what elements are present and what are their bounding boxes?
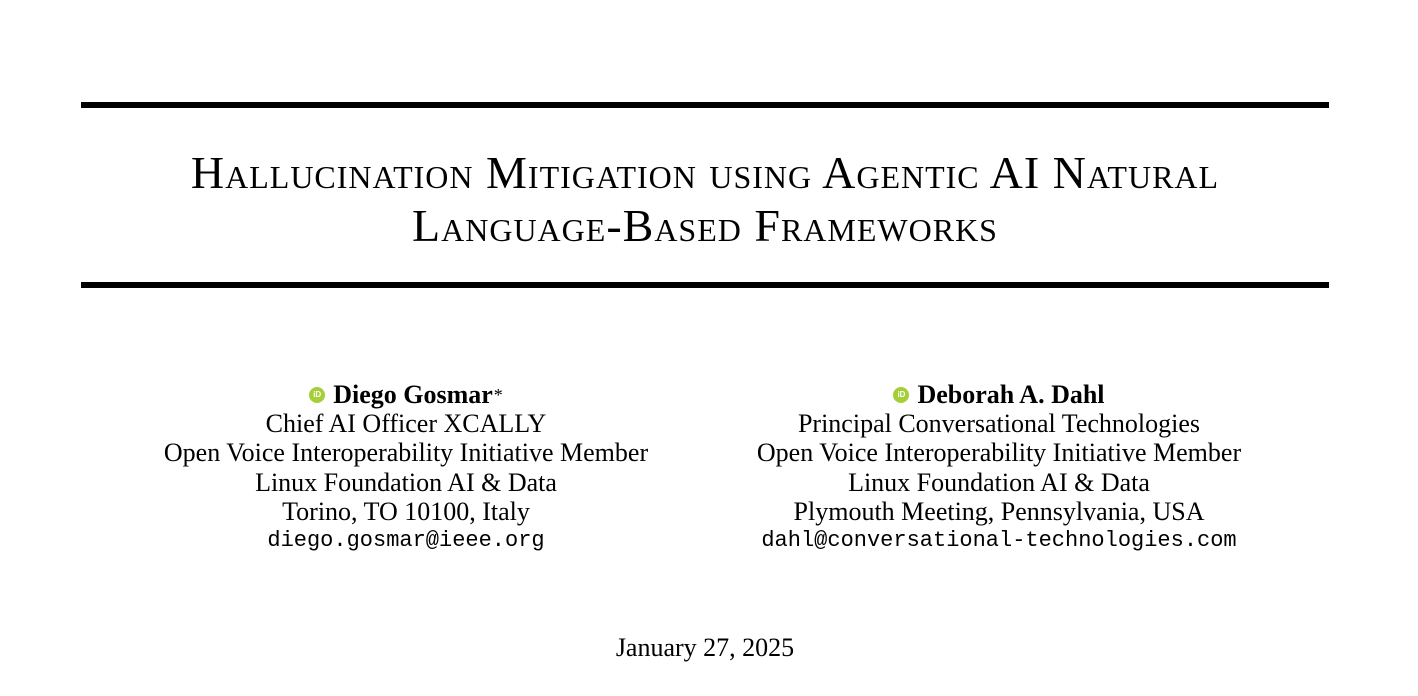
author-affiliation-2: Linux Foundation AI & Data — [848, 467, 1150, 497]
author-name-row: iD Diego Gosmar * — [131, 380, 681, 409]
author-block-2 — [724, 380, 1274, 555]
title-bottom-rule — [81, 282, 1329, 288]
orcid-icon[interactable]: iD — [893, 387, 909, 403]
title-line-2: Language-Based Frameworks — [412, 200, 998, 251]
title-line-1: Hallucination Mitigation using Agentic AI Natural — [190, 147, 1220, 198]
author-affiliation-2: Linux Foundation AI & Data — [255, 467, 557, 497]
author-location: Torino, TO 10100, Italy — [282, 496, 530, 526]
author-name-row — [724, 380, 1274, 409]
paper-title — [81, 146, 1329, 252]
author-block-1 — [131, 380, 681, 555]
author-name: Diego Gosmar — [333, 380, 493, 409]
title-top-rule — [81, 102, 1329, 108]
orcid-icon[interactable]: iD — [309, 387, 325, 403]
author-role: Principal Conversational Technologies — [797, 409, 1201, 439]
author-affiliation-1: Open Voice Interoperability Initiative Member — [756, 438, 1242, 468]
author-email[interactable]: dahl@conversational-technologies.com — [761, 528, 1237, 554]
author-location: Plymouth Meeting, Pennsylvania, USA — [793, 496, 1205, 526]
paper-date: January 27, 2025 — [615, 633, 795, 662]
author-name: Deborah A. Dahl — [917, 380, 1105, 409]
author-role: Chief AI Officer XCALLY — [265, 409, 547, 439]
author-email[interactable]: diego.gosmar@ieee.org — [267, 528, 545, 554]
author-affiliation-1: Open Voice Interoperability Initiative Member — [163, 438, 649, 468]
